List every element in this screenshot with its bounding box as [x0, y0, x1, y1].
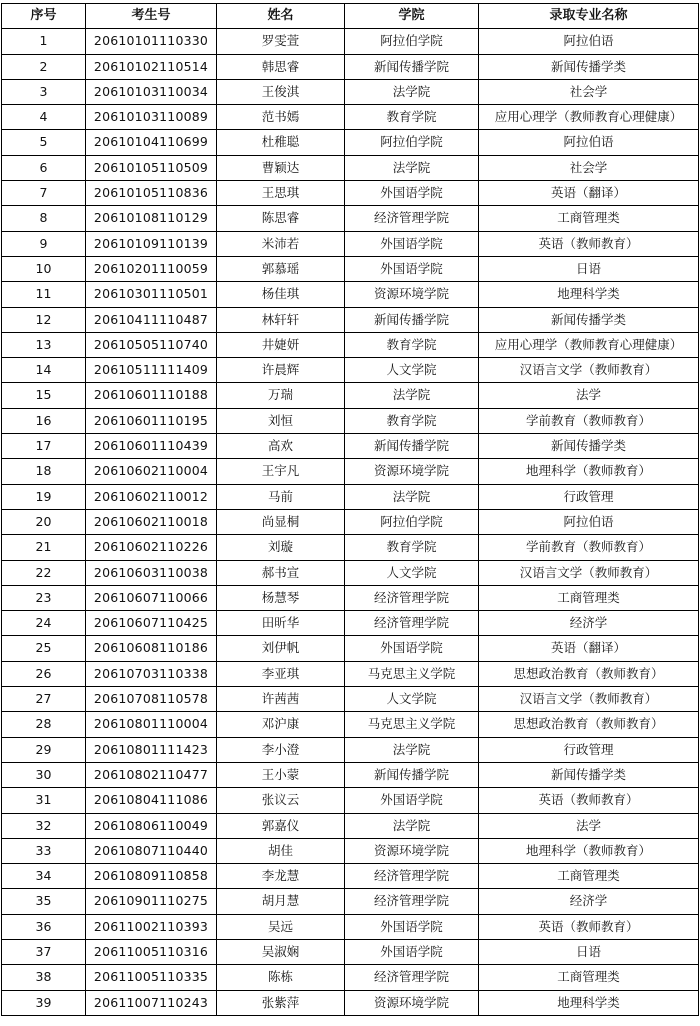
table-row: [2, 687, 699, 712]
cell-exam-id: 20611002110393: [86, 914, 217, 939]
cell-major: 阿拉伯语: [479, 130, 699, 155]
cell-major: 英语（翻译）: [479, 636, 699, 661]
cell-exam-id: 20610201110059: [86, 256, 217, 281]
admission-table: [1, 3, 699, 1016]
cell-major: 新闻传播学类: [479, 307, 699, 332]
cell-college: 经济管理学院: [345, 864, 479, 889]
cell-name: 高欢: [217, 434, 345, 459]
cell-index: 15: [2, 383, 86, 408]
cell-major: 思想政治教育（教师教育）: [479, 661, 699, 686]
cell-exam-id: 20610801111423: [86, 737, 217, 762]
cell-exam-id: 20610511111409: [86, 358, 217, 383]
cell-college: 资源环境学院: [345, 990, 479, 1015]
cell-index: 9: [2, 231, 86, 256]
cell-index: 21: [2, 535, 86, 560]
cell-index: 17: [2, 434, 86, 459]
cell-college: 马克思主义学院: [345, 661, 479, 686]
table-row: [2, 383, 699, 408]
cell-name: 吴淑娴: [217, 939, 345, 964]
cell-exam-id: 20610103110034: [86, 79, 217, 104]
table-row: [2, 965, 699, 990]
cell-major: 工商管理类: [479, 965, 699, 990]
cell-college: 外国语学院: [345, 914, 479, 939]
cell-exam-id: 20610601110439: [86, 434, 217, 459]
cell-exam-id: 20610102110514: [86, 54, 217, 79]
cell-name: 曹颖达: [217, 155, 345, 180]
cell-college: 外国语学院: [345, 788, 479, 813]
cell-exam-id: 20610601110195: [86, 408, 217, 433]
cell-index: 38: [2, 965, 86, 990]
cell-major: 社会学: [479, 155, 699, 180]
cell-major: 工商管理类: [479, 206, 699, 231]
cell-name: 李亚琪: [217, 661, 345, 686]
cell-major: 英语（教师教育）: [479, 788, 699, 813]
cell-name: 许晨辉: [217, 358, 345, 383]
cell-exam-id: 20610708110578: [86, 687, 217, 712]
cell-college: 法学院: [345, 155, 479, 180]
cell-index: 36: [2, 914, 86, 939]
cell-major: 行政管理: [479, 737, 699, 762]
cell-exam-id: 20610301110501: [86, 282, 217, 307]
cell-index: 10: [2, 256, 86, 281]
cell-college: 教育学院: [345, 332, 479, 357]
cell-major: 工商管理类: [479, 585, 699, 610]
cell-major: 日语: [479, 256, 699, 281]
cell-index: 4: [2, 105, 86, 130]
table-row: [2, 105, 699, 130]
table-row: [2, 838, 699, 863]
cell-exam-id: 20611005110316: [86, 939, 217, 964]
cell-major: 新闻传播学类: [479, 762, 699, 787]
cell-name: 许茜茜: [217, 687, 345, 712]
cell-exam-id: 20610809110858: [86, 864, 217, 889]
cell-major: 地理科学（教师教育）: [479, 459, 699, 484]
cell-index: 33: [2, 838, 86, 863]
table-row: [2, 256, 699, 281]
cell-name: 刘璇: [217, 535, 345, 560]
cell-name: 胡月慧: [217, 889, 345, 914]
cell-exam-id: 20610807110440: [86, 838, 217, 863]
cell-exam-id: 20610602110018: [86, 509, 217, 534]
cell-exam-id: 20610104110699: [86, 130, 217, 155]
cell-index: 20: [2, 509, 86, 534]
table-row: [2, 130, 699, 155]
table-body: [2, 29, 699, 1016]
cell-index: 5: [2, 130, 86, 155]
cell-name: 韩思睿: [217, 54, 345, 79]
cell-exam-id: 20610806110049: [86, 813, 217, 838]
cell-name: 李龙慧: [217, 864, 345, 889]
cell-index: 18: [2, 459, 86, 484]
cell-index: 12: [2, 307, 86, 332]
cell-college: 法学院: [345, 383, 479, 408]
cell-exam-id: 20610608110186: [86, 636, 217, 661]
cell-exam-id: 20610607110425: [86, 611, 217, 636]
col-header-exam-id: 考生号: [86, 4, 217, 29]
cell-name: 杜稚聪: [217, 130, 345, 155]
cell-name: 尚显桐: [217, 509, 345, 534]
cell-major: 学前教育（教师教育）: [479, 535, 699, 560]
table-row: [2, 939, 699, 964]
cell-index: 32: [2, 813, 86, 838]
cell-index: 34: [2, 864, 86, 889]
cell-major: 汉语言文学（教师教育）: [479, 687, 699, 712]
cell-index: 29: [2, 737, 86, 762]
cell-college: 外国语学院: [345, 231, 479, 256]
col-header-college: 学院: [345, 4, 479, 29]
cell-name: 张议云: [217, 788, 345, 813]
cell-college: 新闻传播学院: [345, 762, 479, 787]
cell-college: 阿拉伯学院: [345, 29, 479, 54]
cell-name: 万瑞: [217, 383, 345, 408]
cell-exam-id: 20611007110243: [86, 990, 217, 1015]
cell-major: 思想政治教育（教师教育）: [479, 712, 699, 737]
cell-major: 经济学: [479, 889, 699, 914]
cell-college: 经济管理学院: [345, 889, 479, 914]
cell-major: 地理科学（教师教育）: [479, 838, 699, 863]
table-row: [2, 611, 699, 636]
cell-major: 汉语言文学（教师教育）: [479, 358, 699, 383]
table-row: [2, 307, 699, 332]
table-row: [2, 914, 699, 939]
table-row: [2, 585, 699, 610]
cell-name: 胡佳: [217, 838, 345, 863]
cell-major: 新闻传播学类: [479, 54, 699, 79]
cell-index: 2: [2, 54, 86, 79]
cell-name: 邓沪康: [217, 712, 345, 737]
cell-major: 法学: [479, 383, 699, 408]
cell-major: 经济学: [479, 611, 699, 636]
cell-name: 郭慕瑶: [217, 256, 345, 281]
col-header-index: 序号: [2, 4, 86, 29]
table-row: [2, 29, 699, 54]
cell-college: 教育学院: [345, 408, 479, 433]
cell-exam-id: 20610105110836: [86, 181, 217, 206]
cell-college: 马克思主义学院: [345, 712, 479, 737]
cell-name: 王思琪: [217, 181, 345, 206]
cell-college: 经济管理学院: [345, 206, 479, 231]
cell-exam-id: 20610411110487: [86, 307, 217, 332]
table-header: [2, 4, 699, 29]
table-row: [2, 661, 699, 686]
cell-college: 教育学院: [345, 105, 479, 130]
cell-exam-id: 20610602110012: [86, 484, 217, 509]
cell-college: 法学院: [345, 484, 479, 509]
cell-college: 新闻传播学院: [345, 54, 479, 79]
table-row: [2, 889, 699, 914]
cell-college: 经济管理学院: [345, 965, 479, 990]
cell-name: 吴远: [217, 914, 345, 939]
cell-college: 资源环境学院: [345, 838, 479, 863]
cell-index: 13: [2, 332, 86, 357]
table-row: [2, 231, 699, 256]
cell-index: 26: [2, 661, 86, 686]
table-row: [2, 636, 699, 661]
table-row: [2, 788, 699, 813]
cell-exam-id: 20610103110089: [86, 105, 217, 130]
cell-college: 外国语学院: [345, 256, 479, 281]
cell-exam-id: 20611005110335: [86, 965, 217, 990]
table-row: [2, 358, 699, 383]
cell-college: 新闻传播学院: [345, 307, 479, 332]
cell-index: 31: [2, 788, 86, 813]
cell-exam-id: 20610105110509: [86, 155, 217, 180]
cell-name: 田昕华: [217, 611, 345, 636]
cell-index: 37: [2, 939, 86, 964]
col-header-name: 姓名: [217, 4, 345, 29]
cell-name: 王小蒙: [217, 762, 345, 787]
cell-index: 19: [2, 484, 86, 509]
cell-major: 英语（教师教育）: [479, 231, 699, 256]
cell-college: 教育学院: [345, 535, 479, 560]
cell-exam-id: 20610505110740: [86, 332, 217, 357]
cell-major: 汉语言文学（教师教育）: [479, 560, 699, 585]
cell-name: 张紫萍: [217, 990, 345, 1015]
cell-major: 新闻传播学类: [479, 434, 699, 459]
cell-name: 陈思睿: [217, 206, 345, 231]
cell-college: 法学院: [345, 79, 479, 104]
cell-index: 22: [2, 560, 86, 585]
table-row: [2, 79, 699, 104]
cell-college: 外国语学院: [345, 939, 479, 964]
cell-index: 35: [2, 889, 86, 914]
cell-college: 人文学院: [345, 560, 479, 585]
cell-major: 法学: [479, 813, 699, 838]
cell-college: 经济管理学院: [345, 611, 479, 636]
cell-major: 社会学: [479, 79, 699, 104]
cell-major: 阿拉伯语: [479, 29, 699, 54]
cell-college: 法学院: [345, 813, 479, 838]
cell-name: 郝书宣: [217, 560, 345, 585]
table-row: [2, 181, 699, 206]
cell-index: 24: [2, 611, 86, 636]
cell-college: 人文学院: [345, 358, 479, 383]
cell-index: 27: [2, 687, 86, 712]
cell-exam-id: 20610703110338: [86, 661, 217, 686]
table-row: [2, 282, 699, 307]
cell-name: 陈栋: [217, 965, 345, 990]
table-row: [2, 408, 699, 433]
cell-name: 米沛若: [217, 231, 345, 256]
cell-exam-id: 20610602110004: [86, 459, 217, 484]
table-row: [2, 155, 699, 180]
cell-major: 日语: [479, 939, 699, 964]
table-row: [2, 864, 699, 889]
cell-index: 3: [2, 79, 86, 104]
cell-major: 学前教育（教师教育）: [479, 408, 699, 433]
cell-major: 地理科学类: [479, 282, 699, 307]
table-row: [2, 434, 699, 459]
table-row: [2, 459, 699, 484]
cell-name: 杨慧琴: [217, 585, 345, 610]
cell-index: 11: [2, 282, 86, 307]
table-row: [2, 737, 699, 762]
cell-name: 王宇凡: [217, 459, 345, 484]
cell-name: 马前: [217, 484, 345, 509]
cell-exam-id: 20610101110330: [86, 29, 217, 54]
cell-name: 刘恒: [217, 408, 345, 433]
cell-name: 刘伊帆: [217, 636, 345, 661]
cell-exam-id: 20610602110226: [86, 535, 217, 560]
table-row: [2, 332, 699, 357]
col-header-major: 录取专业名称: [479, 4, 699, 29]
cell-index: 28: [2, 712, 86, 737]
cell-name: 范书嫣: [217, 105, 345, 130]
header-row: [2, 4, 699, 29]
cell-index: 39: [2, 990, 86, 1015]
cell-exam-id: 20610108110129: [86, 206, 217, 231]
cell-college: 人文学院: [345, 687, 479, 712]
cell-college: 阿拉伯学院: [345, 130, 479, 155]
table-row: [2, 762, 699, 787]
cell-name: 郭嘉仪: [217, 813, 345, 838]
cell-major: 阿拉伯语: [479, 509, 699, 534]
cell-major: 应用心理学（教师教育心理健康）: [479, 105, 699, 130]
table-row: [2, 206, 699, 231]
cell-major: 工商管理类: [479, 864, 699, 889]
cell-name: 王俊淇: [217, 79, 345, 104]
cell-exam-id: 20610607110066: [86, 585, 217, 610]
table-row: [2, 535, 699, 560]
table-row: [2, 509, 699, 534]
cell-exam-id: 20610802110477: [86, 762, 217, 787]
table-row: [2, 54, 699, 79]
cell-name: 李小澄: [217, 737, 345, 762]
cell-college: 阿拉伯学院: [345, 509, 479, 534]
cell-index: 6: [2, 155, 86, 180]
cell-index: 16: [2, 408, 86, 433]
cell-index: 23: [2, 585, 86, 610]
cell-exam-id: 20610109110139: [86, 231, 217, 256]
cell-index: 14: [2, 358, 86, 383]
cell-college: 外国语学院: [345, 636, 479, 661]
cell-major: 英语（教师教育）: [479, 914, 699, 939]
cell-major: 地理科学类: [479, 990, 699, 1015]
cell-college: 资源环境学院: [345, 282, 479, 307]
cell-index: 1: [2, 29, 86, 54]
table-row: [2, 813, 699, 838]
cell-index: 30: [2, 762, 86, 787]
cell-college: 外国语学院: [345, 181, 479, 206]
table-row: [2, 560, 699, 585]
cell-college: 经济管理学院: [345, 585, 479, 610]
cell-exam-id: 20610804111086: [86, 788, 217, 813]
cell-exam-id: 20610801110004: [86, 712, 217, 737]
cell-index: 7: [2, 181, 86, 206]
table-row: [2, 484, 699, 509]
cell-exam-id: 20610601110188: [86, 383, 217, 408]
cell-major: 应用心理学（教师教育心理健康）: [479, 332, 699, 357]
cell-exam-id: 20610603110038: [86, 560, 217, 585]
cell-name: 罗雯萱: [217, 29, 345, 54]
cell-index: 8: [2, 206, 86, 231]
table-row: [2, 712, 699, 737]
cell-index: 25: [2, 636, 86, 661]
cell-exam-id: 20610901110275: [86, 889, 217, 914]
cell-major: 英语（翻译）: [479, 181, 699, 206]
cell-college: 资源环境学院: [345, 459, 479, 484]
table-row: [2, 990, 699, 1015]
cell-name: 井婕妍: [217, 332, 345, 357]
cell-college: 新闻传播学院: [345, 434, 479, 459]
cell-college: 法学院: [345, 737, 479, 762]
cell-name: 林轩轩: [217, 307, 345, 332]
cell-name: 杨佳琪: [217, 282, 345, 307]
cell-major: 行政管理: [479, 484, 699, 509]
